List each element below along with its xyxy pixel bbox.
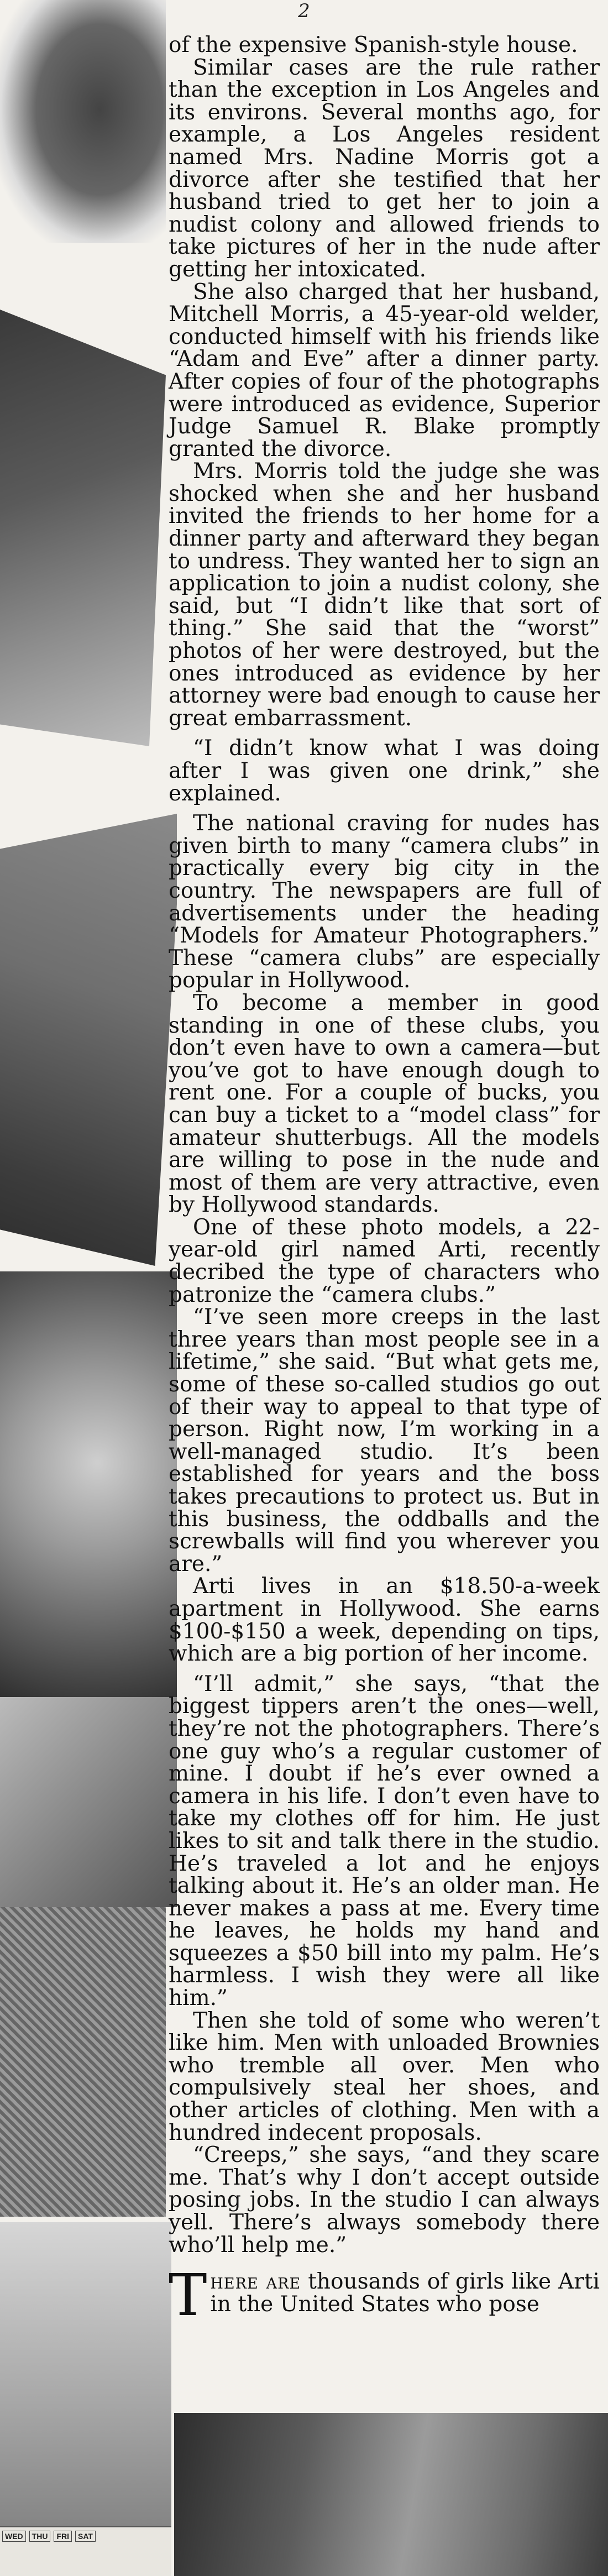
article-body <box>169 33 600 2329</box>
small-caps-lead: here are <box>210 2269 301 2295</box>
final-paragraph <box>169 2261 600 2329</box>
calendar-day: SAT <box>75 2531 96 2542</box>
photo-fishnet-legs <box>0 1907 166 2217</box>
page-number: 2 <box>298 0 310 22</box>
photo-collage <box>0 0 177 2576</box>
photo-hand <box>0 0 166 243</box>
article-paragraph: Arti lives in an $18.50-a-week apartment in Hollywood. She earns $100-$150 a week, depending on tips, which are a big portion of her income. <box>169 1574 600 1667</box>
photo-camera-scene <box>0 813 177 1266</box>
article-paragraph: The national craving for nudes has given birth to many “camera clubs” in practically every big city in the country. The newspapers are full of advertisements under the heading “Models for Amateur Photographers.” These “camera clubs” are especially popular in Hollywood. <box>169 811 600 993</box>
calendar-fragment <box>0 2526 171 2576</box>
calendar-day: THU <box>29 2531 51 2542</box>
drop-cap: T <box>169 2261 207 2329</box>
photo-posing-figure <box>0 2222 171 2576</box>
photo-model-portrait <box>0 1271 177 1697</box>
photo-pinup <box>0 1697 177 1907</box>
article-paragraph: She also charged that her husband, Mitchell Morris, a 45-year-old welder, conducted himself with his friends like “Adam and Eve” after a dinner party. After copies of four of the photographs were introduced as evidence, Superior Judge Samuel R. Blake promptly granted the divorce. <box>169 279 600 462</box>
article-paragraph: of the expensive Spanish-style house. <box>169 33 578 57</box>
article-paragraph: Then she told of some who weren’t like him. Men with unloaded Brownies who tremble all over. Men who compulsively steal her shoes, and other articles of clothing. Men with a hundred indecent proposals. <box>169 2008 600 2145</box>
article-paragraph: “I’ve seen more creeps in the last three years than most people see in a lifetime,” she said. “But what gets me, some of these so-called studios go out of their way to appeal to that type of person. Right now, I’m working in a well-managed studio. It’s been established for years and the boss takes precautions to protect us. But in this business, the oddballs and the screwballs will find you wherever you are.” <box>169 1305 600 1577</box>
article-paragraph: “I’ll admit,” she says, “that the biggest tippers aren’t the ones—well, they’re not the photographers. There’s one guy who’s a regular customer of mine. I doubt if he’s ever owned a camera in his life. I don’t even have to take my clothes off for him. He just likes to sit and talk there in the studio. He’s traveled a lot and he enjoys talking about it. He’s an older man. He never makes a pass at me. Every time he leaves, he holds my hand and squeezes a $50 bill into my palm. He’s harmless. I wish they were all like him.” <box>169 1671 600 2011</box>
calendar-day: WED <box>2 2531 26 2542</box>
article-paragraph: Similar cases are the rule rather than the exception in Los Angeles and its environs. Several months ago, for example, a Los Angeles resident named Mrs. Nadine Morris got a divorce after she testified that her husband tried to get her to join a nudist colony and allowed friends to take pictures of her in the nude after getting her intoxicated. <box>169 55 600 282</box>
article-paragraph: One of these photo models, a 22-year-old girl named Arti, recently decribed the type of characters who patronize the “camera clubs.” <box>169 1214 600 1307</box>
photo-seated-figure <box>0 310 166 746</box>
article-paragraph: To become a member in good standing in one of these clubs, you don’t even have to own a camera—but you’ve got to have enough dough to rent one. For a couple of bucks, you can buy a ticket to a “model class” for amateur shutterbugs. All the models are willing to pose in the nude and most of them are very attractive, even by Hollywood standards. <box>169 990 600 1218</box>
photo-reclining-model <box>174 2413 608 2576</box>
final-paragraph-text: thousands of girls like Arti in the United States who pose <box>210 2269 600 2317</box>
article-paragraph: Mrs. Morris told the judge she was shocked when she and her husband invited the friends to her home for a dinner party and afterward they began to undress. They wanted her to sign an application to join a nudist colony, she said, but “I didn’t like that sort of thing.” She said that the “worst” photos of her were destroyed, but the ones introduced as evidence by her attorney were bad enough to cause her great embarrassment. <box>169 459 600 731</box>
article-paragraph: “I didn’t know what I was doing after I was given one drink,” she explained. <box>169 736 600 806</box>
article-paragraph: “Creeps,” she says, “and they scare me. That’s why I don’t accept outside posing jobs. In the studio I can always yell. There’s always somebody there who’ll help me.” <box>169 2143 600 2258</box>
calendar-day: FRI <box>54 2531 72 2542</box>
